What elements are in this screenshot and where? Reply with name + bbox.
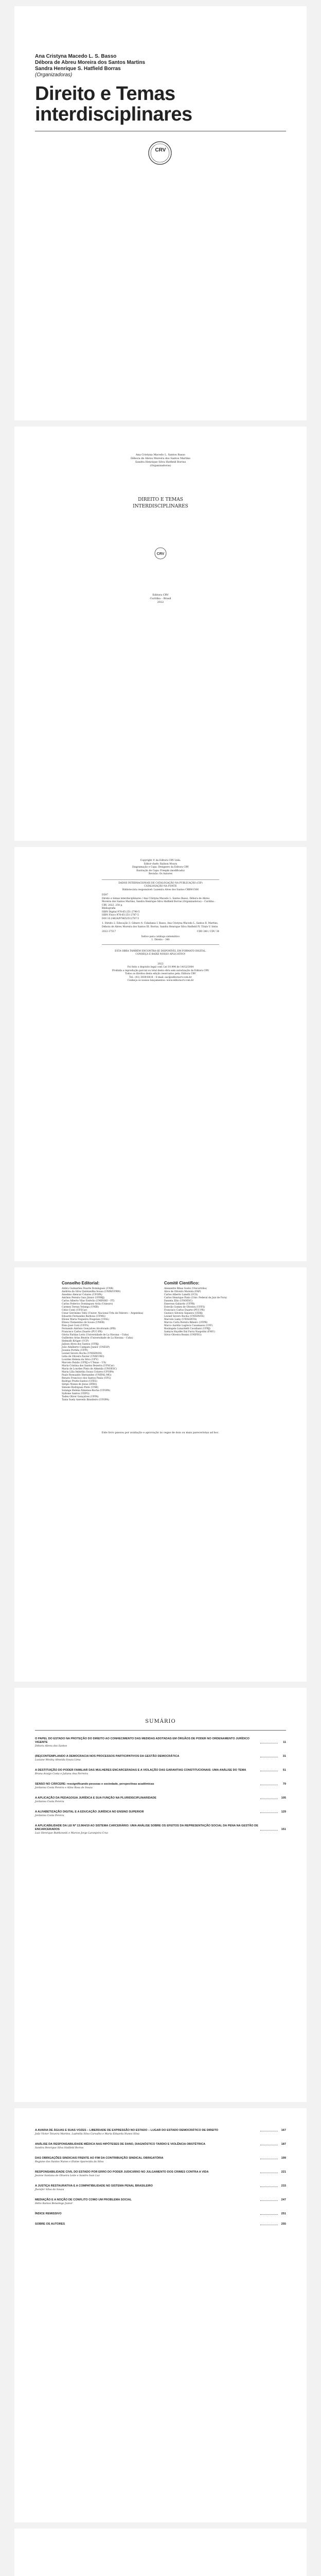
catalog-id: D597 — [102, 894, 109, 896]
copyright-block — [102, 859, 219, 983]
summary-heading: SUMÁRIO — [145, 1719, 176, 1724]
catalog-head-line: DADOS INTERNACIONAIS DE CATALOGAÇÃO NA PUBLICAÇÃO (CIP) — [118, 882, 203, 885]
toc-page: 251 — [281, 2212, 286, 2215]
toc-title: SOBRE OS AUTORES — [35, 2223, 65, 2226]
toc-item[interactable] — [35, 2223, 286, 2226]
legal-footer-line: Tel.: (41) 3039-6418 – E-mail: sac@editoracrv.com.br — [129, 976, 192, 979]
summary-rule — [35, 1730, 286, 1731]
blank-page — [14, 2529, 307, 2576]
cover-author: Débora de Abreu Moreira dos Santos Martins — [35, 60, 146, 65]
half-title — [14, 497, 307, 510]
toc-authors: Lusiane Wesley Almeida Souza Lima — [35, 1759, 81, 1761]
toc-title: A AVARIA DE ÁGUAS E SUAS VOZES – LIBERDADE DE EXPRESSÃO NO ESTADO – LUGAR DO ESTADO DEMOCRÁTICO DE DIREITO — [35, 2129, 219, 2132]
toc-title: SENSO NO CÁRCERE: ressignificando pessoas e sociedade, perspectivas acadêmicas — [35, 1783, 154, 1786]
catalog-cdu-left: 2022-17517 — [102, 930, 116, 933]
toc-item[interactable] — [35, 1769, 286, 1776]
toc-dots — [260, 2214, 278, 2215]
toc-authors: Jhenifer Silva de Souza — [35, 2189, 64, 2191]
toc-title: DAS OBRIGAÇÕES SINDICAIS FRENTE AO FIM DA CONTRIBUIÇÃO SINDICAL OBRIGATÓRIA — [35, 2157, 164, 2160]
toc-authors: Jordanna Costa Pereira — [35, 1801, 64, 1803]
half-title-author: Débora de Abreu Moreira dos Santos Martins — [131, 457, 190, 460]
toc-item[interactable] — [35, 1737, 286, 1748]
credit-line: Copyright © da Editora CRV Ltda. — [140, 859, 181, 862]
boards — [62, 1281, 259, 1402]
toc-title: A JUSTIÇA RESTAURATIVA E A COMPATIBILIDADE NO SISTEMA PENAL BRASILEIRO — [35, 2184, 153, 2188]
toc-dots — [260, 1830, 278, 1831]
legal-footer-line: Proibida a reprodução parcial ou total desta obra sem autorização da Editora CRV — [112, 969, 209, 972]
toc-authors: Sandra Henrique Silva Hatfield Borras — [35, 2147, 84, 2149]
publisher-logo-icon — [146, 139, 174, 167]
toc-page: 151 — [281, 1828, 286, 1831]
publisher-city: Curitiba – Brasil — [150, 597, 171, 600]
catalog-record — [102, 879, 219, 945]
editorial-board — [62, 1281, 157, 1402]
toc-title: A DESTITUIÇÃO DO PODER FAMILIAR DAS MULHERES ENCARCERADAS E A VIOLAÇÃO DAS GARANTIAS CONSTITUCIONAIS: UMA ANÁLISE DO TEMA — [35, 1769, 246, 1772]
half-title-author: Ana Cristyna Macedo L. Santos Basso — [135, 453, 186, 456]
toc-item[interactable] — [35, 2143, 286, 2150]
half-title-authors — [14, 453, 307, 468]
legal-footer-line: Todos os direitos desta edição reservados pela: Editora CRV — [125, 973, 196, 975]
boards-page — [14, 1267, 307, 1682]
half-title-line: INTERDISCIPLINARES — [133, 504, 188, 509]
peer-review-note: Este livro passou por avaliação e aprovação às cegas de dois ou mais pareceristas ad hoc. — [101, 1431, 220, 1434]
catalog-cdu-row — [102, 930, 219, 934]
digital-notice-line: CONHEÇA E BAIXE NOSSO APLICATIVO! — [135, 953, 186, 956]
credit-line: Diagramação e Capa: Designers da Editora CRV — [132, 866, 189, 869]
publisher-logo-icon — [153, 546, 168, 561]
toc-authors: Jeanne Santana de Oliveira Leite e Sandro Ivan Luz — [35, 2175, 100, 2177]
cover-author: Sandra Henrique S. Hatfield Borras — [35, 66, 121, 72]
summary-list — [35, 1737, 286, 1842]
half-title-page — [14, 427, 307, 841]
cover-title-line: Direito e Temas — [35, 83, 175, 105]
toc-page: 105 — [281, 1797, 286, 1800]
editorial-board-title: Conselho Editorial: — [62, 1281, 100, 1285]
catalog-cdu-right: CDD 340 / CDU 34 — [197, 930, 219, 933]
summary-page — [14, 1688, 307, 2102]
toc-dots — [260, 2200, 278, 2201]
publisher-logo-text: CRV — [155, 147, 166, 153]
svg-text:CRV: CRV — [156, 552, 165, 556]
half-title-author: Sandra Henrique Silva Hatfield Borras — [135, 461, 186, 464]
toc-title: ANÁLISE DA RESPONSABILIDADE MÉDICA NAS HIPÓTESES DE DANO, DIAGNÓSTICO TARDIO E VIOLÊNCIA OBSTÉTRICA — [35, 2143, 206, 2146]
toc-authors: Regiane dos Santos Nunes e Elaine Aparecida da Silva — [35, 2161, 104, 2163]
credit-line: Revisão: Os Autores — [149, 873, 172, 875]
toc-title: A APLICAÇÃO DA PEDAGOGIA JURÍDICA E SUA FUNÇÃO NA PLURIDISCIPLINARIDADE — [35, 1797, 156, 1800]
cover-org-label: (Organizadoras) — [35, 72, 73, 78]
toc-item[interactable] — [35, 2198, 286, 2206]
toc-page: 129 — [281, 1810, 286, 1814]
toc-title: A APLICABILIDADE DA LEI Nº 13.964/19 AO SISTEMA CARCERÁRIO: UMA ANÁLISE SOBRE OS EFEITOS DA REPRESENTAÇÃO SOCIAL DA PENA NA GESTÃO DE ENCARCERADOS — [35, 1824, 258, 1831]
toc-title: MEDIAÇÃO E A NOÇÃO DE CONFLITO COMO UM PROBLEMA SOCIAL — [35, 2198, 132, 2201]
catalog-head-line: CATALOGAÇÃO NA FONTE — [144, 885, 177, 888]
scientific-committee-list: Alexandre Ribas Godoi (Unicuritiba) Alice de Oliveira Moreira (FAP) Carlos Alberto Lunelli (UCS) Carlos Henrique Pinto (Univ. Federal de Juiz de Fora) Daniela Zilio (UNOESC) Emerson Gabardo (UFPR) Estevão Gomes de Oliveira (UFFS) Francisco Carlos Duarte (PUC-PR) Gustavo Silveira Siqueira (UERJ) Leonel Severo Rocha (UNISINOS) Marcelo Lamy (UNISANTA) Marcia Carla Pereira Ribeiro (UFPR) Marco Aurélio Lagreca Casamasso (UFF) Rosângela Lunardelli Cavallazzi (UFRJ) Samyra Haydêe Dal Farra Naspolini (FMU) Silvio Oliveira Bonini (UNIFEG) — [164, 1287, 227, 1336]
isbn-fisico: ISBN Físico 978-65-251-2787-5 — [102, 914, 139, 917]
publisher-name: Editora CRV — [152, 594, 169, 597]
toc-page: 199 — [281, 2157, 286, 2160]
copyright-page — [14, 847, 307, 1261]
doi: DOI 10.24824/978652512787.5 — [102, 917, 139, 920]
editorial-board-list: Aldira Guimarães Duarte Domínguez (UNB) Andréia da Silva Quintanilha Sousa (UNIR/UFRN) Anselmo Alencar Colares (UFOPA) Antônio Pereira Gaio Júnior (UFRRJ) Carlos Alberto Vilar Estêvão (UMINHO – PT) Carlos Federico Dominguez Avila (Unieuro) Carmen Tereza Velanga (UNIR) Celso Conti (UFSCar) Cesar Gerónimo Tello (Univer. Nacional Três de Febrero – Argentina) Eduardo Fernandes Barbosa (UFMG) Elione Maria Nogueira Diogenes (UFAL) Elizeu Clementino de Souza (UNEB) Élsio José Corá (UFFS) Fernando Antônio Gonçalves Alcoforado (IPB) Francisco Carlos Duarte (PUC-PR) Gloria Fariñas León (Universidade de La Havana – Cuba) Guillermo Arias Beatón (Universidade de La Havana – Cuba) Helmuth Krüger (UCP) Jailson Alves dos Santos (UFRJ) João Adalberto Campato Junior (UNESP) Josania Portela (UFPI) Leonel Severo Rocha (UNISINOS) Lídia de Oliveira Xavier (UNIEURO) Lourdes Helena da Silva (UFV) Marcelo Paixão (UFRJ e UTexas – US) Maria Cristina dos Santos Bezerra (UFSCar) Maria de Lourdes Pinto de Almeida (UNOESC) Maria Lília Imbiriba Sousa Colares (UFOPA) Paulo Romualdo Hernandes (UNIFAL-MG) Renato Francisco dos Santos Paula (UFG) Rodrigo Pratte-Santos (UFES) Sérgio Nunes de Jesus (IFRO) Simone Rodrigues Pinto (UNB) Solange Helena Ximenes-Rocha (UFOPA) Sydione Santos (UEPG) Tadeu Oliver Gonçalves (UFPA) Tania Suely Azevedo Brasileiro (UFOPA) — [62, 1287, 144, 1401]
legal-footer-line: Foi feito o depósito legal conf. Lei 10.994 de 14/12/2004 — [127, 966, 194, 969]
cover-page — [14, 6, 307, 420]
toc-authors: Débora Abreu dos Santos — [35, 1745, 67, 1748]
catalog-text: Direito e temas interdisciplinares / Ana Cristyna Macedo L. Santos Basso, Débora de Abreu Moreira dos Santos Martins, Sandra Henrique Silva Hatfield Borras (Organizadoras) – Curitiba : CRV, 2022. 254 p. — [102, 897, 216, 907]
cover-title-line: interdisciplinares — [35, 104, 192, 125]
digital-notice-line: ESTA OBRA TAMBÉM ENCONTRA-SE DISPONÍVEL EM FORMATO DIGITAL. — [115, 950, 206, 953]
digital-notice — [102, 950, 219, 957]
index-entry: 1. Direito – 340 — [151, 939, 170, 941]
catalog-subjects: 1. Direito 2. Educação 3. Gênero 4. Cidadania I. Basso, Ana Cristyna Macedo L. Santos II. Martins, Débora de Abreu Moreira dos Santos III. Borras, Sandra Henrique Silva Hatfield IV. Título V. Série. — [102, 922, 219, 928]
toc-page: 233 — [281, 2184, 286, 2188]
credit-line: Editor-chefe: Railson Moura — [144, 862, 177, 866]
half-title-org: (Organizadoras) — [150, 464, 171, 467]
toc-item[interactable] — [35, 1824, 286, 1835]
toc-page: 51 — [282, 1769, 286, 1772]
toc-page: 187 — [281, 2143, 286, 2146]
toc-title: ÍNDICE REMISSIVO — [35, 2212, 62, 2215]
toc-authors: Hélio Ramos Bonamigo Junior — [35, 2202, 73, 2205]
toc-page: 79 — [282, 1783, 286, 1786]
toc-title: A ALFABETIZAÇÃO DIGITAL E A EDUCAÇÃO JURÍDICA NO ENSINO SUPERIOR — [35, 1810, 144, 1814]
half-title-publisher — [14, 594, 307, 604]
catalog-bibliography: Bibliografia — [102, 907, 116, 910]
index-head: Índice para catálogo sistemático — [141, 935, 180, 938]
toc-item[interactable] — [35, 1797, 286, 1804]
catalog-head-line: Bibliotecária responsável: Luzenira Alves dos Santos CRB9/1506 — [122, 888, 199, 891]
cover-author: Ana Cristyna Macedo L. S. Basso — [35, 54, 117, 59]
scientific-committee-title: Comitê Científico: — [164, 1281, 200, 1285]
toc-authors: João Victor Teixeira Martins, Ludmilla Silva Carvalho e Maria Eduarda Nunes Silva — [35, 2133, 139, 2136]
toc-item[interactable] — [35, 2129, 286, 2136]
legal-footer-line: 2022 — [157, 962, 164, 965]
toc-authors: Luiz Henrique Ruttkowski e Marcos Jorge Laranjeira Cruz — [35, 1832, 109, 1835]
toc-page: 167 — [281, 2129, 286, 2132]
scientific-committee — [164, 1281, 259, 1402]
toc-item[interactable] — [35, 1783, 286, 1790]
summary-page-2 — [14, 2108, 307, 2522]
toc-authors: Jordanna Costa Pereira e Aline Rosa de Souza — [35, 1787, 93, 1789]
toc-title: RESPONSABILIDADE CIVIL DO ESTADO POR ERRO DO PODER JUDICIÁRIO NO JULGAMENTO DOS CRIMES CONTRA A VIDA — [35, 2171, 209, 2174]
toc-page: 31 — [282, 1755, 286, 1758]
cover-title — [35, 83, 192, 125]
publisher-year: 2022 — [157, 601, 164, 604]
toc-title: O PAPEL DO ESTADO NA PROTEÇÃO DO DIREITO AO CONHECIMENTO DAS MEDIDAS ADOTADAS EM ÓRGÃOS DE PODER NO ORDENAMENTO JURÍDICO VIGENTE — [35, 1737, 249, 1744]
toc-authors: Bruna Araújo Costa e Juliana Ana Ferreira — [35, 1773, 88, 1775]
legal-footer — [102, 963, 219, 983]
toc-page: 221 — [281, 2171, 286, 2174]
toc-page: 11 — [283, 1741, 286, 1744]
toc-item[interactable] — [35, 2171, 286, 2178]
isbn-digital: ISBN Digital 978-65-251-2790-5 — [102, 910, 140, 913]
toc-title: (RE)CONTEMPLANDO A DEMOCRACIA NOS PROCESSOS PARTICIPATIVOS DA GESTÃO DEMOCRÁTICA — [35, 1755, 180, 1758]
credit-line: Ilustração de Capa: Freepik (modificada) — [136, 869, 185, 872]
toc-item[interactable] — [35, 1755, 286, 1762]
legal-footer-line: Conheça os nossos lançamentos: www.editoracrv.com.br — [127, 979, 194, 982]
toc-page: 247 — [281, 2198, 286, 2201]
toc-dots — [260, 1812, 278, 1813]
toc-authors: Jordanna Costa Pereira — [35, 1815, 64, 1817]
toc-item[interactable] — [35, 2157, 286, 2164]
summary-list-2 — [35, 2129, 286, 2233]
catalog-head — [102, 882, 219, 892]
toc-item[interactable] — [35, 1810, 286, 1818]
toc-page: 255 — [281, 2223, 286, 2226]
credits — [102, 859, 219, 876]
toc-item[interactable] — [35, 2212, 286, 2216]
cover-authors — [35, 54, 145, 78]
toc-item[interactable] — [35, 2184, 286, 2192]
half-title-line: DIREITO E TEMAS — [138, 497, 183, 502]
